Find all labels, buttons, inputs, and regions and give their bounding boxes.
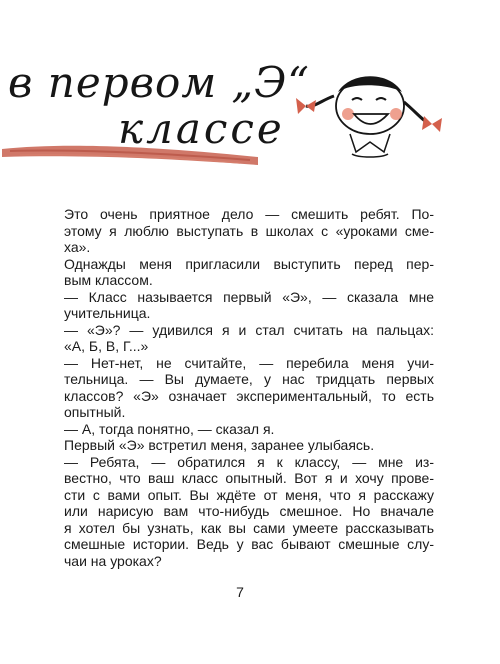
text-line: вестно, что ваш класс опытный. Вот я и хочу прове-	[64, 470, 434, 486]
text-line: — Ребята, — обратился я к классу, — мне из-	[64, 453, 434, 470]
text-line: «А, Б, В, Г...»	[64, 338, 149, 354]
text-line: — Класс называется первый «Э», — сказала мне	[64, 288, 434, 305]
text-line: Однажды меня пригласили выступить перед пер-	[64, 255, 434, 272]
chapter-title-line2: классе	[118, 104, 285, 153]
text-line: учительница.	[64, 305, 151, 321]
page-number: 7	[236, 584, 244, 600]
text-line: Первый «Э» встретил меня, заранее улыбаясь.	[64, 437, 375, 453]
chapter-title-line1: в первом „Э“	[8, 58, 310, 107]
text-line: — Нет-нет, не считайте, — перебила меня учи-	[64, 354, 434, 371]
body-text	[64, 206, 434, 569]
text-line: — А, тогда понятно, — сказал я.	[64, 420, 275, 437]
text-line: я хотел бы узнать, как вы сами умеете рассказывать	[64, 519, 434, 536]
chapter-header	[0, 0, 500, 180]
text-line: сти с вами опыт. Вы ждёте от меня, что я расскажу	[64, 486, 434, 503]
text-line: этому я люблю выступать в школах с «уроками сме-	[64, 222, 434, 239]
text-line: чаи на уроках?	[64, 552, 162, 569]
text-line: Это очень приятное дело — смешить ребят. По-	[64, 206, 434, 222]
text-line: вым классом.	[64, 272, 153, 288]
text-line: — «Э»? — удивился я и стал считать на пальцах:	[64, 321, 434, 338]
girl-illustration	[292, 62, 452, 162]
text-line: классов? «Э» означает экспериментальный, то есть	[64, 387, 434, 404]
text-line: или нарисую вам что-нибудь смешное. Но вначале	[64, 503, 434, 519]
text-line: тельница. — Вы думаете, у нас тридцать первых	[64, 371, 434, 387]
text-line: смешные истории. Ведь у вас бывают смешные слу-	[64, 536, 434, 552]
text-line: ха».	[64, 239, 91, 255]
text-line: опытный.	[64, 404, 126, 420]
